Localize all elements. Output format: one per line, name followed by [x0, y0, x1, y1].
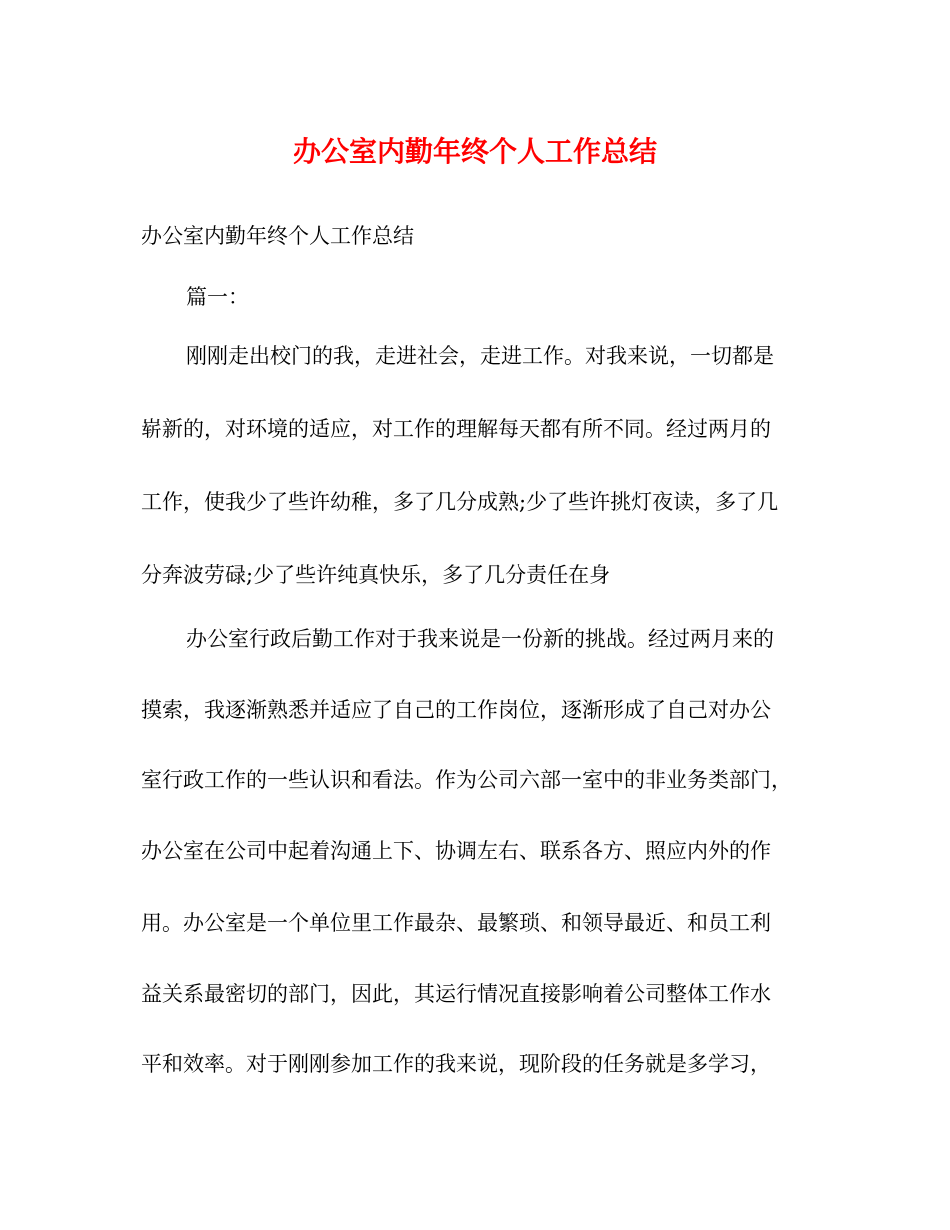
paragraph-line: 办公室在公司中起着沟通上下、协调左右、联系各方、照应内外的作: [141, 839, 771, 863]
paragraph-line: 刚刚走出校门的我，走进社会，走进工作。对我来说，一切都是: [186, 344, 774, 368]
paragraph-line: 摸索，我逐渐熟悉并适应了自己的工作岗位，逐渐形成了自己对办公: [141, 698, 771, 722]
paragraph-line: 益关系最密切的部门，因此，其运行情况直接影响着公司整体工作水: [141, 982, 771, 1006]
paragraph-line: 室行政工作的一些认识和看法。作为公司六部一室中的非业务类部门，: [141, 768, 792, 792]
subtitle-line: 办公室内勤年终个人工作总结: [141, 224, 414, 248]
document-title: 办公室内勤年终个人工作总结: [292, 135, 657, 168]
paragraph-line: 办公室行政后勤工作对于我来说是一份新的挑战。经过两月来的: [186, 627, 774, 651]
paragraph-line: 工作，使我少了些许幼稚，多了几分成熟;少了些许挑灯夜读，多了几: [141, 490, 779, 514]
paragraph-line: 崭新的，对环境的适应，对工作的理解每天都有所不同。经过两月的: [141, 417, 771, 441]
section-heading: 篇一：: [186, 285, 249, 309]
paragraph-line: 平和效率。对于刚刚参加工作的我来说，现阶段的任务就是多学习，: [141, 1052, 771, 1076]
paragraph-line: 分奔波劳碌;少了些许纯真快乐，多了几分责任在身: [141, 563, 611, 587]
paragraph-line: 用。办公室是一个单位里工作最杂、最繁琐、和领导最近、和员工利: [141, 911, 771, 935]
